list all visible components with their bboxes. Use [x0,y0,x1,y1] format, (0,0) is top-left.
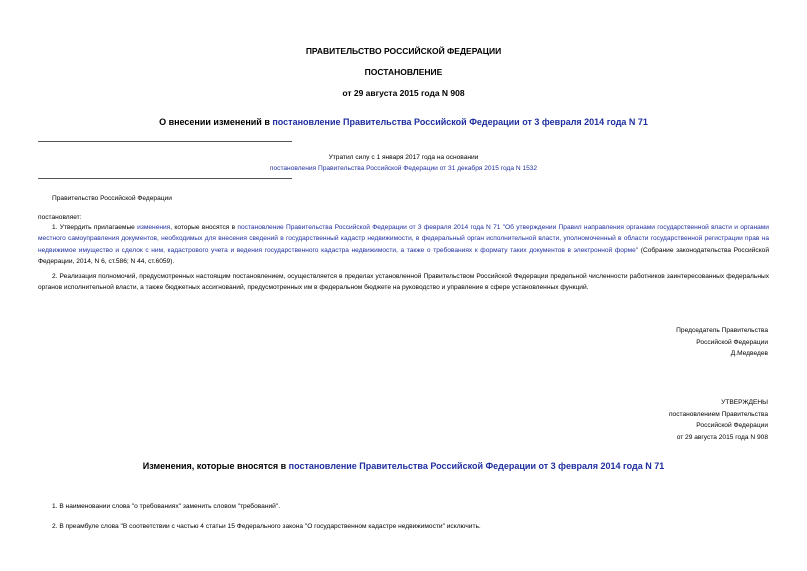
government-heading: ПРАВИТЕЛЬСТВО РОССИЙСКОЙ ФЕДЕРАЦИИ [305,46,502,56]
title-prefix: О внесении изменений в [159,117,273,127]
approved-by: постановлением Правительства [668,410,768,418]
approved-country: Российской Федерации [696,422,768,430]
status-line: Утратил силу с 1 января 2017 года на основании [328,154,479,161]
changes-title-link[interactable]: постановление Правительства Российской Федерации от 3 февраля 2014 года N 71 [288,461,665,471]
status-divider-top [38,141,292,142]
approved-block [669,397,768,443]
paragraph-2: 2. Реализация полномочий, предусмотренных настоящим постановлением, осуществляется в пределах установленной Правительством Российской Федерации предельной численности работников заинтересованных федеральных органов исполнительной власти, а также бюджетных ассигнований, предусмотренных им в федеральном бюджете на руководство и управление в сфере установленных функций. [38,273,769,292]
changes-title-prefix: Изменения, которые вносятся в [142,461,289,471]
signature-name: Д.Медведев [730,350,768,358]
doc-type-heading: ПОСТАНОВЛЕНИЕ [364,67,443,77]
signature-country: Российской Федерации [696,338,768,346]
document-title [0,117,807,127]
signature-block [676,325,768,360]
p1-text-b: , которые вносятся в [170,224,238,231]
p1-text-a: 1. Утвердить прилагаемые [52,224,138,231]
status-note [0,152,807,175]
signature-position: Председатель Правительства [676,327,768,334]
approved-label: УТВЕРЖДЕНЫ [721,399,768,406]
status-divider-bottom [38,178,292,179]
changes-title [0,461,807,471]
p1-decree-link[interactable]: постановление Правительства Российской Федерации от 3 февраля 2014 года N 71 "Об утверждении Правил направления органами государственной власти и органами местного самоуправления документов, необходимых для внесения сведений в государственный кадастр недвижимости, в федеральный орган исполнительной власти, уполномоченный в области государственной регистрации прав на недвижимое имущество и сделок с ним, кадастрового учета и ведения государственного кадастра недвижимости, а также о требованиях к формату таких документов в электронной форме" [38,224,769,254]
title-link[interactable]: постановление Правительства Российской Федерации от 3 февраля 2014 года N 71 [272,117,648,127]
p1-text-c: (Собрание законодательства Российской Федерации, 2014, N 6, ст.586; N 44, ст.6059). [38,246,769,266]
approved-date: от 29 августа 2015 года N 908 [676,433,768,441]
status-link[interactable]: постановления Правительства Российской Федерации от 31 декабря 2015 года N 1532 [269,165,538,173]
issuer-text: Правительство Российской Федерации [52,195,172,202]
change-item-1: 1. В наименовании слова "о требованиях" заменить словом "требований". [52,503,281,510]
date-line: от 29 августа 2015 года N 908 [342,88,465,98]
paragraph-1 [38,222,769,268]
p1-changes-link[interactable]: изменения [137,224,171,231]
change-item-2: 2. В преамбуле слова "В соответствии с частью 4 статьи 15 Федерального закона "О государственном кадастре недвижимости" исключить. [52,523,481,530]
decrees-text: постановляет: [38,214,82,221]
